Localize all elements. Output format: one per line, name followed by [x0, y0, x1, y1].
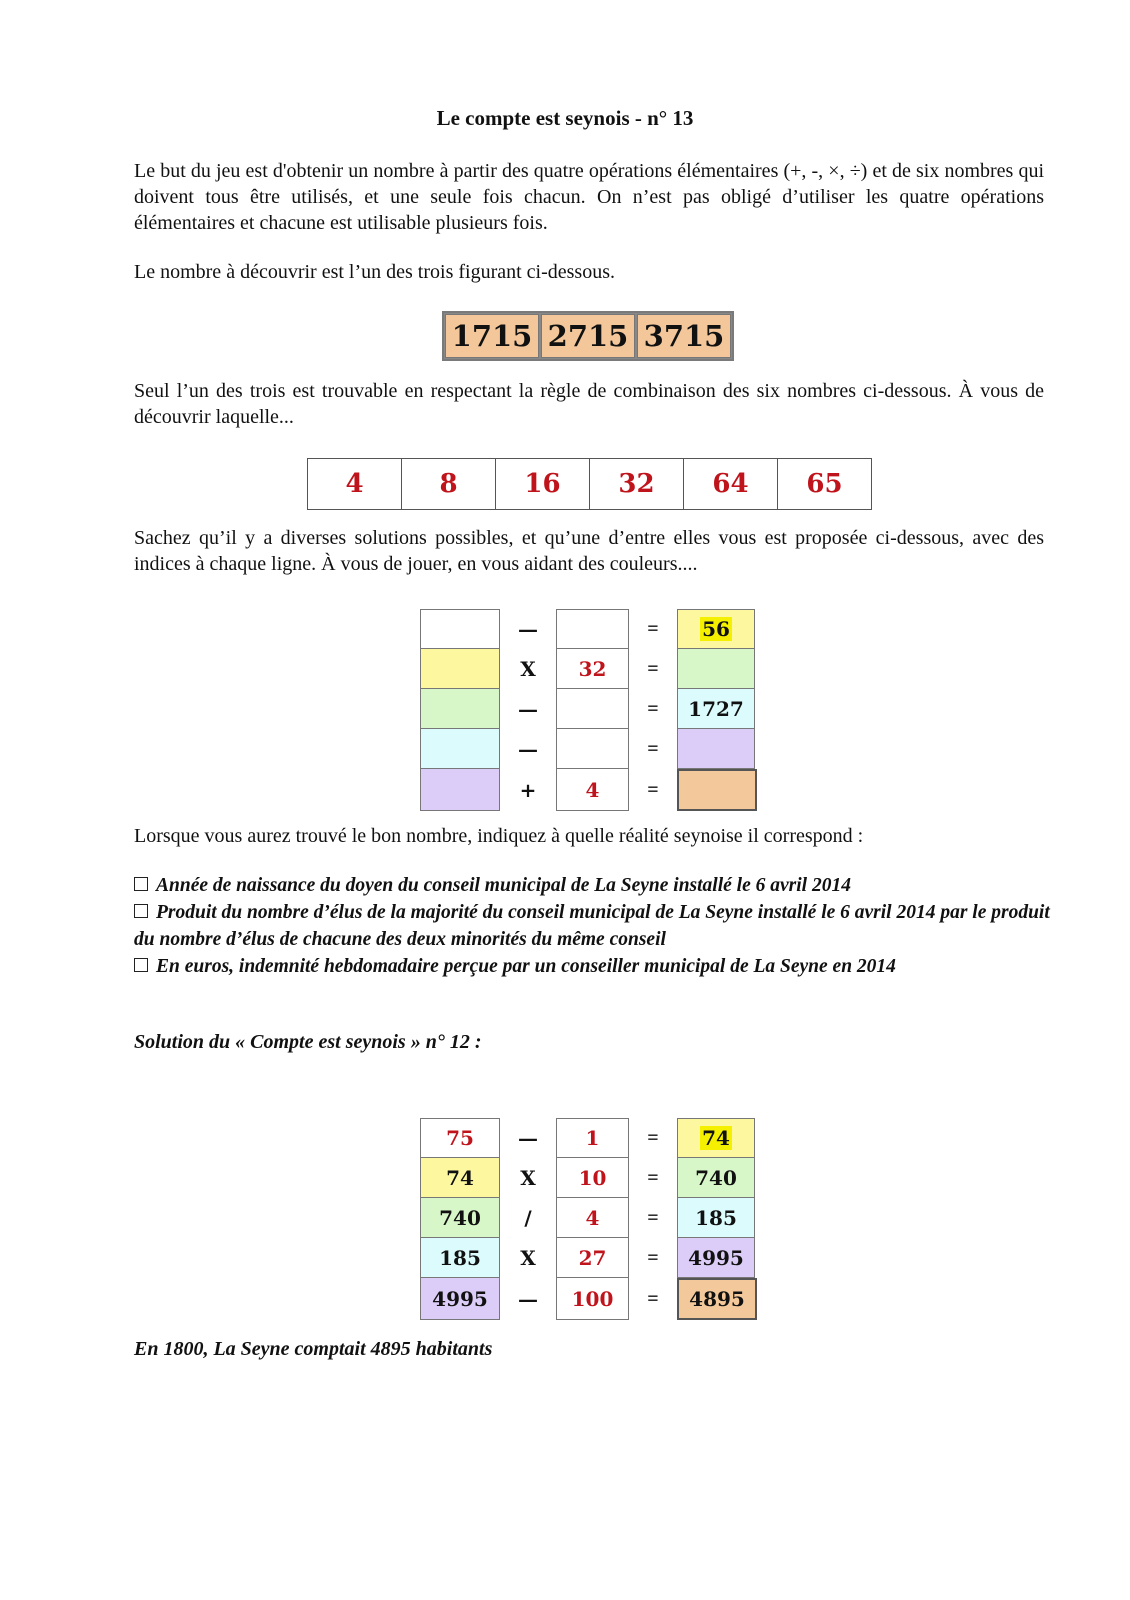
hint-paragraph: Sachez qu’il y a diverses solutions possibles, et qu’une d’entre elles vous est proposée ci-dessous, avec des indices à chaque ligne. À vous de jouer, en vous aidant des couleurs.... [134, 527, 1044, 575]
final-result-cell[interactable] [677, 769, 757, 811]
operator: — [518, 617, 538, 641]
target-cell: 2715 [541, 314, 635, 358]
operand-b-cell: 1 [556, 1118, 629, 1158]
operator: X [520, 1246, 536, 1270]
checkbox-icon[interactable] [134, 958, 148, 972]
result-cell[interactable] [677, 729, 755, 769]
operand-b-cell: 4 [556, 1198, 629, 1238]
operand-a-cell[interactable] [420, 689, 500, 729]
number-cell: 4 [308, 459, 402, 509]
target-cell: 1715 [445, 314, 539, 358]
result-cell: 4995 [677, 1238, 755, 1278]
equals-sign: = [647, 697, 659, 720]
answer-choices [134, 872, 1054, 980]
result-cell[interactable] [677, 649, 755, 689]
operand-a-cell[interactable] [420, 769, 500, 811]
operand-a-cell[interactable] [420, 649, 500, 689]
solution-note: En 1800, La Seyne comptait 4895 habitants [134, 1338, 493, 1360]
checkbox-icon[interactable] [134, 877, 148, 891]
final-result-cell: 4895 [677, 1278, 757, 1320]
choice-label: Produit du nombre d’élus de la majorité du conseil municipal de La Seyne installé le 6 avril 2014 par le produit du nombre d’élus de chacune des deux minorités du même conseil [134, 902, 1050, 950]
operand-a-cell: 75 [420, 1118, 500, 1158]
target-cell: 3715 [637, 314, 731, 358]
target-numbers-table [442, 311, 734, 361]
solution-row [420, 1198, 757, 1238]
result-cell[interactable] [677, 609, 755, 649]
equals-sign: = [647, 657, 659, 680]
operand-a-cell: 4995 [420, 1278, 500, 1320]
six-numbers-table [307, 458, 872, 510]
equals-sign: = [647, 778, 659, 801]
operator: — [518, 1126, 538, 1150]
operator: — [518, 737, 538, 761]
operand-b-cell[interactable] [556, 609, 629, 649]
puzzle-row [420, 689, 757, 729]
solution-row [420, 1158, 757, 1198]
puzzle-grid [420, 609, 757, 811]
operator: + [519, 778, 537, 802]
result-cell: 185 [677, 1198, 755, 1238]
question-paragraph: Lorsque vous aurez trouvé le bon nombre, indiquez à quelle réalité seynoise il correspond : [134, 825, 864, 847]
solution-title: Solution du « Compte est seynois » n° 12 : [134, 1031, 482, 1053]
choice-label: En euros, indemnité hebdomadaire perçue par un conseiller municipal de La Seyne en 2014 [156, 956, 896, 977]
puzzle-row [420, 649, 757, 689]
result-value: 74 [702, 1126, 730, 1150]
number-cell: 16 [496, 459, 590, 509]
result-cell: 740 [677, 1158, 755, 1198]
page-title: Le compte est seynois - n° 13 [436, 106, 694, 130]
operand-b-cell: 100 [556, 1278, 629, 1320]
solution-row [420, 1118, 757, 1158]
choice-item[interactable] [134, 899, 1054, 953]
puzzle-row [420, 769, 757, 811]
puzzle-row [420, 609, 757, 649]
operand-b-cell[interactable] [556, 689, 629, 729]
equals-sign: = [647, 1206, 659, 1229]
solution-grid [420, 1118, 757, 1320]
equals-sign: = [647, 1126, 659, 1149]
solution-row [420, 1278, 757, 1320]
puzzle-row [420, 729, 757, 769]
number-cell: 64 [684, 459, 778, 509]
number-cell: 8 [402, 459, 496, 509]
choice-item[interactable] [134, 953, 1054, 980]
operator: X [520, 657, 536, 681]
operand-a-cell[interactable] [420, 609, 500, 649]
operand-b-cell[interactable]: 32 [556, 649, 629, 689]
result-cell[interactable]: 1727 [677, 689, 755, 729]
operator: X [520, 1166, 536, 1190]
result-value: 56 [702, 617, 730, 641]
target-intro: Le nombre à découvrir est l’un des trois figurant ci-dessous. [134, 261, 615, 283]
operand-a-cell: 74 [420, 1158, 500, 1198]
equals-sign: = [647, 1166, 659, 1189]
operand-a-cell: 185 [420, 1238, 500, 1278]
result-cell [677, 1118, 755, 1158]
rule-paragraph: Seul l’un des trois est trouvable en respectant la règle de combinaison des six nombres ci-dessous. À vous de découvrir laquelle... [134, 380, 1044, 428]
equals-sign: = [647, 617, 659, 640]
checkbox-icon[interactable] [134, 904, 148, 918]
operand-a-cell: 740 [420, 1198, 500, 1238]
equals-sign: = [647, 1246, 659, 1269]
choice-item[interactable] [134, 872, 1054, 899]
operand-b-cell: 27 [556, 1238, 629, 1278]
equals-sign: = [647, 737, 659, 760]
operator: — [518, 697, 538, 721]
operator: — [518, 1287, 538, 1311]
intro-paragraph: Le but du jeu est d'obtenir un nombre à partir des quatre opérations élémentaires (+, -, ×, ÷) et de six nombres qui doivent tous être utilisés, et une seule fois chacun. On n’est pas obligé d’utiliser les quatre opérations élémentaires et chacune est utilisable plusieurs fois. [134, 160, 1044, 234]
choice-label: Année de naissance du doyen du conseil municipal de La Seyne installé le 6 avril 2014 [156, 875, 851, 896]
operand-a-cell[interactable] [420, 729, 500, 769]
operand-b-cell: 10 [556, 1158, 629, 1198]
solution-row [420, 1238, 757, 1278]
equals-sign: = [647, 1287, 659, 1310]
operator: / [524, 1206, 532, 1230]
number-cell: 32 [590, 459, 684, 509]
operand-b-cell[interactable]: 4 [556, 769, 629, 811]
number-cell: 65 [806, 469, 843, 499]
operand-b-cell[interactable] [556, 729, 629, 769]
